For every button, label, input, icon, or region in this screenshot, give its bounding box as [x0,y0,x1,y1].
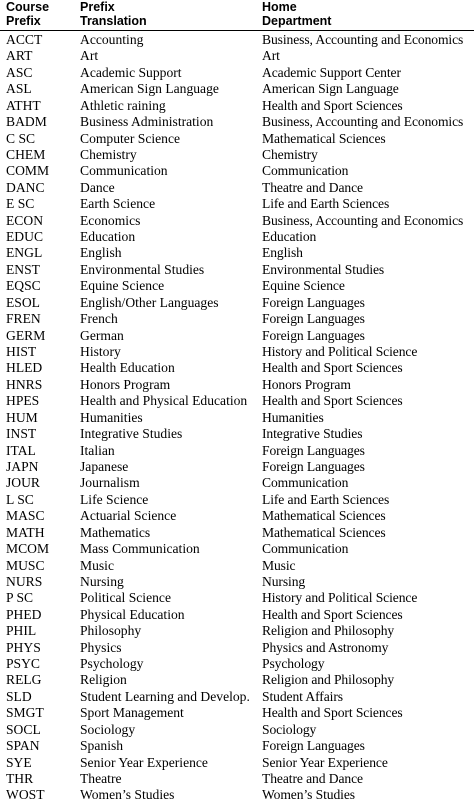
table-row [0,656,474,672]
prefix-translation-cell: Political Science [80,590,171,606]
course-prefix-cell: DANC [6,179,45,195]
home-department-cell: Senior Year Experience [262,754,388,770]
course-prefix-cell: HIST [6,344,37,360]
table-row [0,755,474,771]
course-prefix-cell: SYE [6,754,32,770]
course-prefix-cell: E SC [6,196,35,212]
home-department-cell: Academic Support Center [262,64,401,80]
course-prefix-cell: ENGL [6,245,43,261]
table-row [0,114,474,130]
course-prefix-cell: ACCT [6,32,43,47]
home-department-cell: Health and Sport Sciences [262,97,403,113]
table-row [0,65,474,81]
home-department-cell: Art [262,48,280,64]
course-prefix-cell: ATHT [6,97,41,113]
home-department-cell: Foreign Languages [262,294,365,310]
course-prefix-cell: RELG [6,672,42,688]
home-department-cell: Foreign Languages [262,311,365,327]
course-prefix-cell: MUSC [6,557,45,573]
table-row [0,410,474,426]
home-department-cell: Life and Earth Sciences [262,491,390,507]
table-row [0,459,474,475]
home-department-cell: Religion and Philosophy [262,623,395,639]
prefix-translation-cell: Actuarial Science [80,508,177,524]
course-prefix-cell: HLED [6,360,43,376]
prefix-translation-cell: Women’s Studies [80,787,175,803]
header-divider [0,30,474,31]
prefix-translation-cell: Dance [80,179,115,195]
prefix-translation-cell: Sociology [80,721,136,737]
home-department-cell: Health and Sport Sciences [262,705,403,721]
prefix-translation-cell: Music [80,557,114,573]
home-department-cell: History and Political Science [262,590,418,606]
home-department-cell: Business, Accounting and Economics [262,212,464,228]
table-row [0,262,474,278]
table-row [0,558,474,574]
home-department-cell: Mathematical Sciences [262,508,386,524]
table-row [0,574,474,590]
prefix-translation-cell: Equine Science [80,278,165,294]
home-department-cell: Humanities [262,409,324,425]
table-row [0,196,474,212]
header-course-prefix [6,1,49,28]
table-row [0,213,474,229]
home-department-cell: Foreign Languages [262,738,365,754]
table-row [0,475,474,491]
table-row [0,311,474,327]
home-department-cell: Foreign Languages [262,458,365,474]
course-prefix-cell: SOCL [6,721,41,737]
table-body [0,32,474,804]
home-department-cell: Nursing [262,573,306,589]
course-prefix-cell: MATH [6,524,45,540]
course-prefix-cell: ASC [6,64,33,80]
prefix-translation-cell: Physical Education [80,606,185,622]
home-department-cell: Health and Sport Sciences [262,393,403,409]
table-row [0,443,474,459]
home-department-cell: Business, Accounting and Economics [262,32,464,47]
prefix-translation-cell: Nursing [80,573,124,589]
home-department-cell: Communication [262,541,349,557]
prefix-translation-cell: Academic Support [80,64,182,80]
prefix-translation-cell: Mass Communication [80,541,200,557]
course-prefix-cell: HNRS [6,376,43,392]
table-row [0,295,474,311]
prefix-translation-cell: Health Education [80,360,175,376]
course-prefix-cell: SLD [6,688,32,704]
home-department-cell: Mathematical Sciences [262,524,386,540]
course-prefix-cell: JOUR [6,475,40,491]
prefix-translation-cell: Physics [80,639,122,655]
home-department-cell: Education [262,229,317,245]
table-row [0,131,474,147]
course-prefix-cell: ECON [6,212,44,228]
home-department-cell: Mathematical Sciences [262,130,386,146]
table-row [0,245,474,261]
table-row [0,738,474,754]
table-row [0,722,474,738]
home-department-cell: History and Political Science [262,344,418,360]
home-department-cell: Religion and Philosophy [262,672,395,688]
table-row [0,525,474,541]
course-prefix-cell: INST [6,426,37,442]
table-row [0,377,474,393]
header-line: Prefix [80,0,115,14]
table-row [0,426,474,442]
header-line: Course [6,0,50,14]
course-prefix-cell: ART [6,48,33,64]
home-department-cell: Integrative Studies [262,426,363,442]
table-row [0,689,474,705]
table-row [0,81,474,97]
course-prefix-cell: CHEM [6,146,46,162]
course-prefix-cell: COMM [6,163,50,179]
prefix-translation-cell: Japanese [80,458,129,474]
prefix-translation-cell: Economics [80,212,141,228]
prefix-translation-cell: Life Science [80,491,149,507]
course-prefix-cell: C SC [6,130,36,146]
course-prefix-cell: HUM [6,409,38,425]
course-prefix-cell: PHED [6,606,42,622]
prefix-translation-cell: Sport Management [80,705,184,721]
course-prefix-cell: SPAN [6,738,40,754]
table-row [0,705,474,721]
prefix-translation-cell: Honors Program [80,376,171,392]
prefix-translation-cell: Health and Physical Education [80,393,248,409]
prefix-translation-cell: Integrative Studies [80,426,183,442]
table-row [0,393,474,409]
prefix-translation-cell: English/Other Languages [80,294,219,310]
home-department-cell: Life and Earth Sciences [262,196,390,212]
prefix-translation-cell: Journalism [80,475,140,491]
prefix-translation-cell: Education [80,229,136,245]
home-department-cell: Theatre and Dance [262,179,363,195]
course-prefix-cell: PHIL [6,623,37,639]
prefix-translation-cell: Psychology [80,656,144,672]
prefix-translation-cell: Mathematics [80,524,151,540]
table-row [0,771,474,787]
prefix-translation-cell: Accounting [80,32,144,47]
course-prefix-cell: PHYS [6,639,41,655]
table-row [0,623,474,639]
home-department-cell: Equine Science [262,278,345,294]
home-department-cell: Health and Sport Sciences [262,360,403,376]
header-line: Translation [80,13,147,28]
table-row [0,278,474,294]
course-prefix-cell: SMGT [6,705,44,721]
prefix-translation-cell: Art [80,48,99,64]
home-department-cell: Business, Accounting and Economics [262,114,464,130]
home-department-cell: Foreign Languages [262,327,365,343]
course-prefix-cell: ENST [6,261,40,277]
course-prefix-cell: NURS [6,573,43,589]
course-prefix-cell: EQSC [6,278,41,294]
home-department-cell: English [262,245,303,261]
home-department-cell: Health and Sport Sciences [262,606,403,622]
table-row [0,607,474,623]
prefix-translation-cell: Religion [80,672,127,688]
header-prefix-translation [80,1,147,28]
prefix-translation-cell: Theatre [80,770,122,786]
home-department-cell: Communication [262,163,349,179]
course-prefix-cell: GERM [6,327,46,343]
table-row [0,492,474,508]
course-prefix-cell: ITAL [6,442,36,458]
prefix-translation-cell: Computer Science [80,130,181,146]
home-department-cell: Physics and Astronomy [262,639,389,655]
table-row [0,640,474,656]
home-department-cell: Women’s Studies [262,787,355,803]
prefix-translation-cell: Environmental Studies [80,261,205,277]
prefix-translation-cell: American Sign Language [80,81,219,97]
table-row [0,590,474,606]
prefix-translation-cell: Philosophy [80,623,142,639]
home-department-cell: Environmental Studies [262,261,385,277]
table-row [0,48,474,64]
course-prefix-cell: L SC [6,491,34,507]
home-department-cell: Honors Program [262,376,351,392]
course-prefix-cell: P SC [6,590,34,606]
home-department-cell: Communication [262,475,349,491]
table-row [0,344,474,360]
course-prefix-cell: FREN [6,311,41,327]
home-department-cell: Music [262,557,296,573]
table-row [0,541,474,557]
prefix-translation-cell: Communication [80,163,168,179]
prefix-translation-cell: Student Learning and Develop. [80,688,250,704]
course-prefix-cell: EDUC [6,229,44,245]
home-department-cell: Student Affairs [262,688,343,704]
prefix-translation-cell: French [80,311,118,327]
course-prefix-cell: PSYC [6,656,41,672]
prefix-translation-cell: Athletic raining [80,97,166,113]
table-row [0,229,474,245]
prefix-translation-cell: Earth Science [80,196,156,212]
prefix-translation-cell: Chemistry [80,146,137,162]
course-prefix-cell: MCOM [6,541,50,557]
header-home-department [262,1,331,28]
home-department-cell: Sociology [262,721,317,737]
prefix-translation-cell: Italian [80,442,115,458]
course-prefix-cell: HPES [6,393,40,409]
prefix-translation-cell: Spanish [80,738,124,754]
table-row [0,787,474,803]
course-prefix-cell: THR [6,770,34,786]
course-prefix-cell: MASC [6,508,45,524]
prefix-translation-cell: German [80,327,124,343]
prefix-translation-cell: Business Administration [80,114,214,130]
prefix-translation-cell: Senior Year Experience [80,754,208,770]
table-row [0,328,474,344]
course-prefix-cell: JAPN [6,458,39,474]
home-department-cell: American Sign Language [262,81,399,97]
home-department-cell: Psychology [262,656,325,672]
table-header [0,0,474,31]
header-line: Home [262,0,297,14]
table-row [0,147,474,163]
table-row [0,163,474,179]
prefix-translation-cell: History [80,344,121,360]
table-row [0,180,474,196]
table-row [0,32,474,48]
course-prefix-cell: ESOL [6,294,40,310]
table-row [0,508,474,524]
course-prefix-cell: ASL [6,81,32,97]
course-prefix-cell: BADM [6,114,47,130]
table-row [0,672,474,688]
prefix-translation-cell: English [80,245,122,261]
course-prefix-cell: WOST [6,787,45,803]
home-department-cell: Foreign Languages [262,442,365,458]
table-row [0,98,474,114]
table-row [0,360,474,376]
home-department-cell: Theatre and Dance [262,770,363,786]
prefix-translation-cell: Humanities [80,409,143,425]
home-department-cell: Chemistry [262,146,318,162]
header-line: Prefix [6,13,41,28]
header-line: Department [262,13,332,28]
